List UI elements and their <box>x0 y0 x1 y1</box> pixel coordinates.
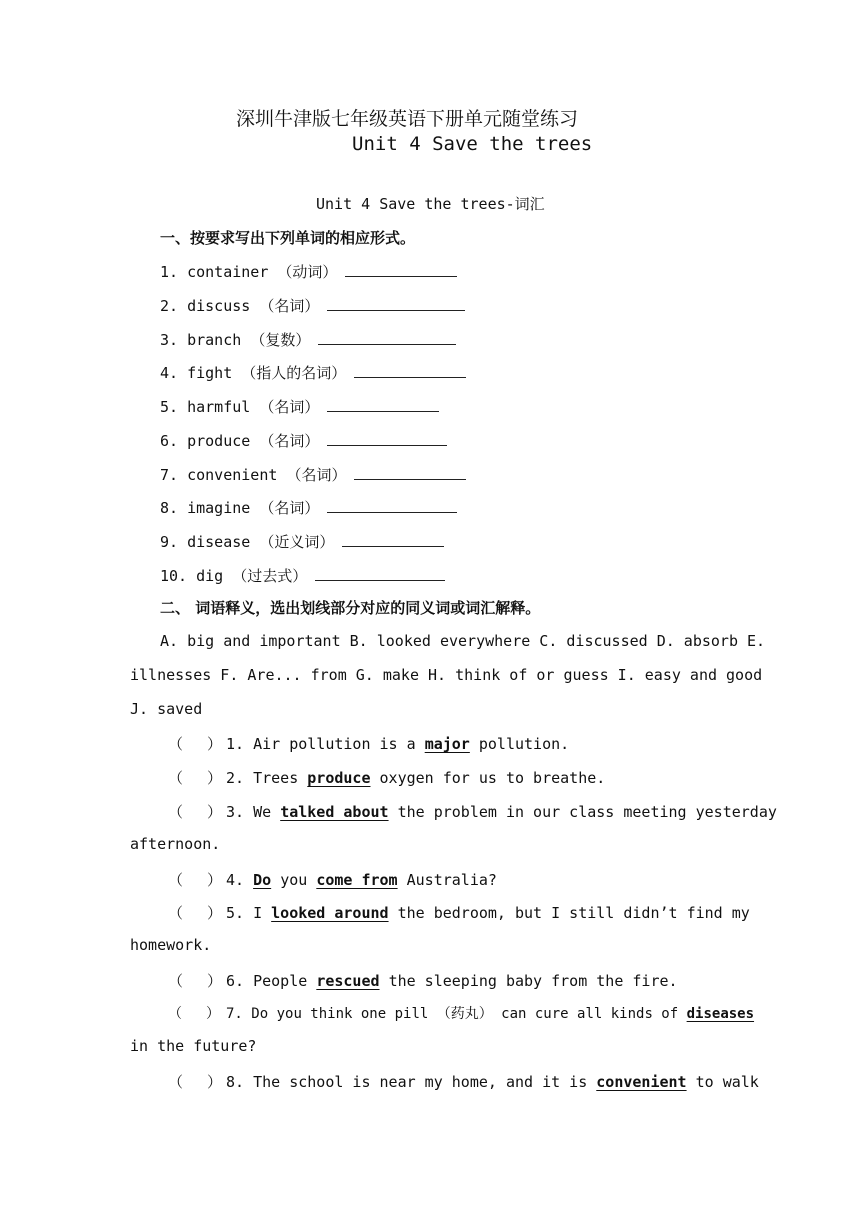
answer-paren[interactable]: （ ） <box>168 803 223 821</box>
item-hint: （近义词） <box>259 533 335 551</box>
item-word: imagine <box>187 499 251 517</box>
item-number: 7. <box>160 466 179 484</box>
question-3-continued: afternoon. <box>130 835 221 853</box>
word-form-item <box>160 261 457 282</box>
item-number: 2. <box>160 297 179 315</box>
item-hint: （名词） <box>259 297 320 315</box>
answer-blank[interactable] <box>354 363 466 378</box>
question-5-continued: homework. <box>130 936 212 954</box>
question-7: （ ） 7. Do you think one pill （药丸） can cure all kinds of diseases <box>168 1003 754 1023</box>
answer-blank[interactable] <box>327 431 447 446</box>
answer-paren[interactable]: （ ） <box>168 769 223 787</box>
word-form-item <box>160 531 444 552</box>
options-line-3: J. saved <box>130 700 203 718</box>
item-hint: （名词） <box>259 398 320 416</box>
word-form-item <box>160 497 457 518</box>
word-form-item <box>160 295 465 316</box>
question-6: （ ） 6. People rescued the sleeping baby from the fire. <box>168 972 678 990</box>
answer-paren[interactable]: （ ） <box>168 972 223 990</box>
unit-title: Unit 4 Save the trees <box>352 133 593 155</box>
question-4: （ ） 4. Do you come from Australia? <box>168 871 497 889</box>
item-number: 6. <box>160 432 179 450</box>
underlined-word: diseases <box>686 1006 755 1022</box>
question-5: （ ） 5. I looked around the bedroom, but I still didn’t find my <box>168 904 750 922</box>
item-word: branch <box>187 331 242 349</box>
question-2: （ ） 2. Trees produce oxygen for us to breathe. <box>168 769 606 787</box>
answer-paren[interactable]: （ ） <box>168 735 223 753</box>
item-word: dig <box>196 567 224 585</box>
options-line-2: illnesses F. Are... from G. make H. think of or guess I. easy and good <box>130 666 763 684</box>
item-number: 3. <box>160 331 179 349</box>
item-word: discuss <box>187 297 251 315</box>
item-number: 4. <box>160 364 179 382</box>
question-7-continued: in the future? <box>130 1037 257 1055</box>
underlined-word: come from <box>316 871 398 889</box>
section2-heading: 二、 词语释义，选出划线部分对应的同义词或词汇解释。 <box>160 599 541 617</box>
answer-paren[interactable]: （ ） <box>168 871 223 889</box>
word-form-item <box>160 430 447 451</box>
underlined-word: major <box>424 735 470 753</box>
item-word: disease <box>187 533 251 551</box>
question-1: （ ） 1. Air pollution is a major pollution. <box>168 735 570 753</box>
item-number: 9. <box>160 533 179 551</box>
answer-blank[interactable] <box>354 465 466 480</box>
item-number: 1. <box>160 263 179 281</box>
underlined-word: produce <box>307 769 371 787</box>
item-number: 10. <box>160 567 188 585</box>
item-hint: （动词） <box>277 263 338 281</box>
item-word: harmful <box>187 398 251 416</box>
item-word: produce <box>187 432 251 450</box>
item-number: 5. <box>160 398 179 416</box>
item-hint: （名词） <box>286 466 347 484</box>
item-number: 8. <box>160 499 179 517</box>
underlined-word: talked about <box>280 803 389 821</box>
answer-blank[interactable] <box>345 262 457 277</box>
answer-paren[interactable]: （ ） <box>168 1073 223 1091</box>
section-subtitle: Unit 4 Save the trees-词汇 <box>316 195 545 213</box>
question-3: （ ） 3. We talked about the problem in our class meeting yesterday <box>168 803 777 821</box>
answer-paren[interactable]: （ ） <box>168 904 223 922</box>
answer-blank[interactable] <box>318 330 456 345</box>
word-form-item <box>160 396 439 417</box>
underlined-word: convenient <box>596 1073 687 1091</box>
item-word: fight <box>187 364 233 382</box>
item-hint: （名词） <box>259 432 320 450</box>
question-8: （ ） 8. The school is near my home, and it is convenient to walk <box>168 1073 759 1091</box>
answer-blank[interactable] <box>342 532 444 547</box>
word-form-item <box>160 362 466 383</box>
page-title: 深圳牛津版七年级英语下册单元随堂练习 <box>236 108 579 130</box>
answer-blank[interactable] <box>327 296 465 311</box>
item-hint: （名词） <box>259 499 320 517</box>
item-word: convenient <box>187 466 278 484</box>
item-hint: （过去式） <box>232 567 308 585</box>
answer-paren[interactable]: （ ） <box>168 1006 220 1022</box>
word-form-item <box>160 464 466 485</box>
item-hint: （复数） <box>250 331 311 349</box>
item-word: container <box>187 263 269 281</box>
word-form-item <box>160 329 456 350</box>
word-form-item <box>160 565 445 586</box>
underlined-word: rescued <box>316 972 380 990</box>
answer-blank[interactable] <box>327 397 439 412</box>
section1-heading: 一、按要求写出下列单词的相应形式。 <box>160 229 416 247</box>
options-line-1: A. big and important B. looked everywhere C. discussed D. absorb E. <box>160 632 766 650</box>
underlined-word: looked around <box>271 904 389 922</box>
underlined-word: Do <box>253 871 272 889</box>
answer-blank[interactable] <box>315 566 445 581</box>
item-hint: （指人的名词） <box>241 364 347 382</box>
answer-blank[interactable] <box>327 498 457 513</box>
